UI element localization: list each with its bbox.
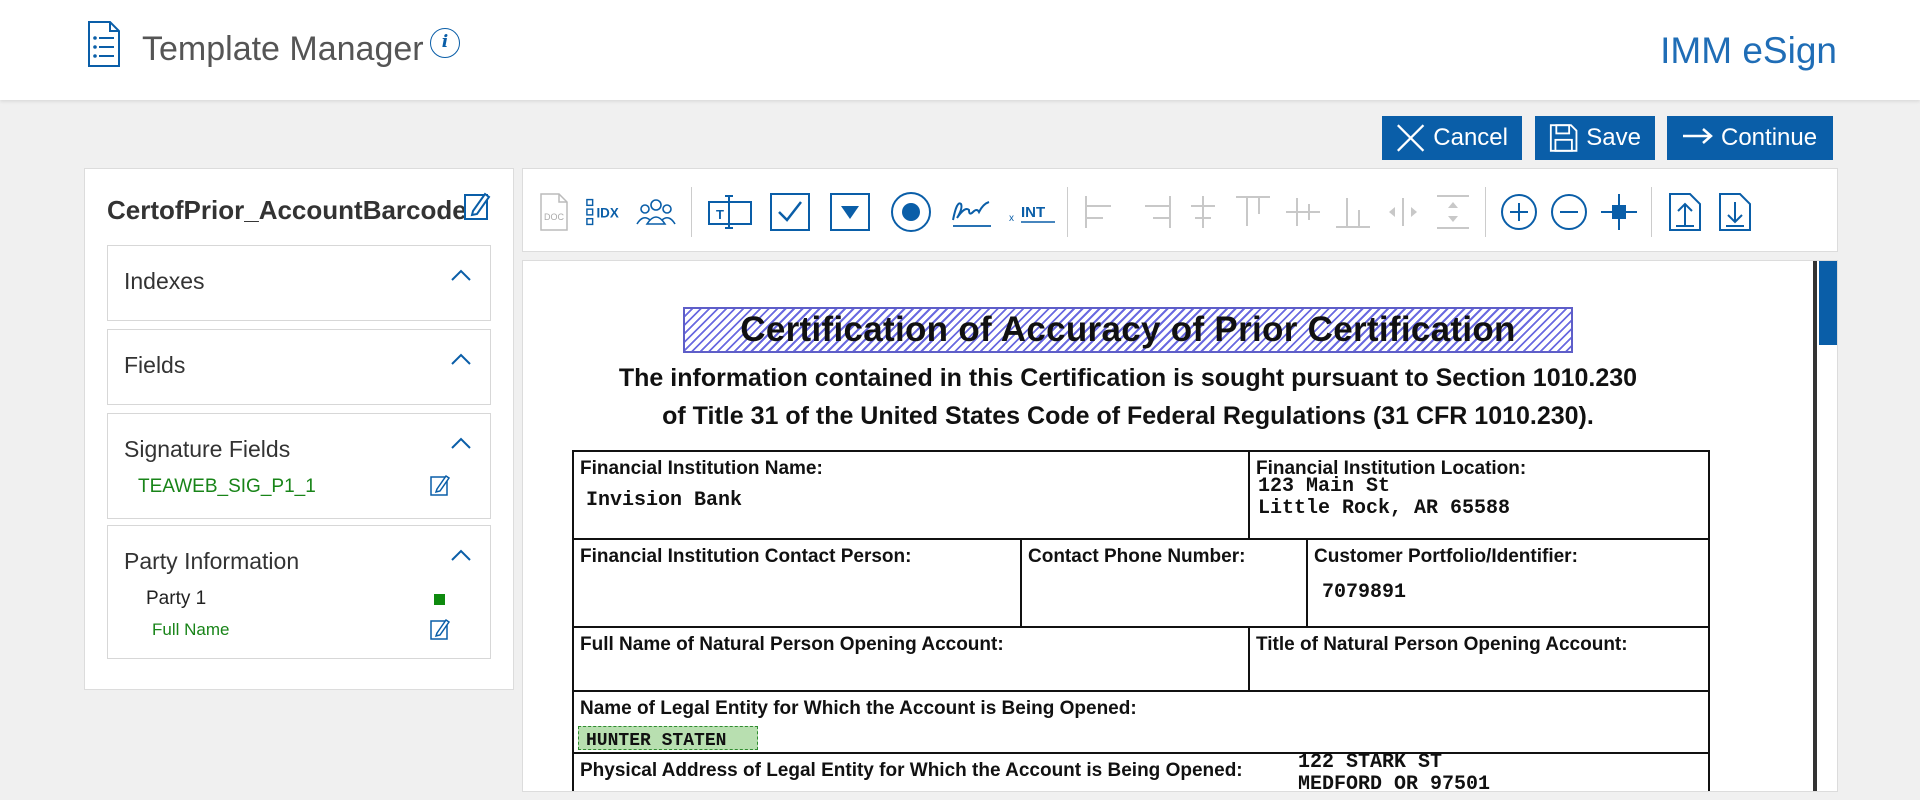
brand-logo: IMM eSign (1660, 30, 1837, 71)
address-value2: MEDFORD OR 97501 (1298, 773, 1491, 792)
save-icon (1549, 122, 1578, 154)
toolbar-divider (1485, 187, 1486, 237)
save-button[interactable] (1535, 116, 1655, 160)
fi-location-cell (1250, 452, 1710, 540)
form-subtitle (563, 359, 1693, 435)
upload-icon[interactable] (1663, 189, 1707, 235)
legal-entity-label: Name of Legal Entity for Which the Account is Being Opened: (580, 698, 1137, 719)
edit-name-icon[interactable] (463, 191, 491, 221)
title-label: Title of Natural Person Opening Account: (1256, 634, 1628, 655)
chevron-up-icon[interactable] (450, 352, 472, 366)
align-left-icon[interactable] (1081, 189, 1125, 235)
parties-icon[interactable] (635, 189, 677, 235)
legal-entity-value: HUNTER STATEN (586, 731, 727, 751)
initials-icon-prefix: x (1009, 213, 1014, 224)
idx-icon-label: IDX (596, 205, 619, 221)
app-header (0, 0, 1920, 100)
document-canvas[interactable] (522, 260, 1838, 792)
full-name-label: Full Name of Natural Person Opening Account: (580, 634, 1004, 655)
chevron-up-icon[interactable] (450, 436, 472, 450)
idx-icon[interactable] (585, 189, 627, 235)
radio-icon[interactable] (889, 189, 933, 235)
fields-section-title: Fields (124, 352, 186, 378)
checkbox-icon[interactable] (769, 189, 811, 235)
scrollbar-track (1813, 261, 1817, 791)
doc-icon-label: DOC (544, 212, 564, 222)
toolbar-divider (691, 187, 692, 237)
signature-fields-section[interactable] (107, 413, 491, 519)
distribute-v-icon[interactable] (1431, 189, 1475, 235)
fi-name-label: Financial Institution Name: (580, 458, 823, 479)
fi-contact-cell (574, 540, 1022, 628)
form-table (572, 450, 1710, 792)
form-title: Certification of Accuracy of Prior Certification (740, 310, 1516, 349)
fi-location-value2: Little Rock, AR 65588 (1258, 497, 1511, 520)
align-right-icon[interactable] (1131, 189, 1175, 235)
form-subtitle-line2: of Title 31 of the United States Code of Federal Regulations (31 CFR 1010.230). (662, 402, 1594, 430)
portfolio-value: 7079891 (1322, 581, 1407, 604)
initials-icon-label: INT (1021, 204, 1046, 221)
portfolio-cell (1308, 540, 1710, 628)
signature-fields-section-title: Signature Fields (124, 436, 291, 462)
field-toolbar (522, 168, 1838, 252)
align-center-h-icon[interactable] (1181, 189, 1225, 235)
title-cell (1250, 628, 1710, 692)
initials-icon[interactable] (1007, 189, 1057, 235)
cancel-button-label: Cancel (1433, 124, 1508, 151)
signature-field-item[interactable]: TEAWEB_SIG_P1_1 (138, 476, 316, 497)
address-label: Physical Address of Legal Entity for Which the Account is Being Opened: (580, 760, 1243, 781)
fi-name-cell (574, 452, 1250, 540)
doc-icon[interactable] (537, 189, 571, 235)
party-field-item[interactable]: Full Name (152, 620, 230, 639)
portfolio-label: Customer Portfolio/Identifier: (1314, 546, 1578, 567)
info-icon[interactable]: i (430, 28, 460, 58)
edit-icon[interactable] (430, 474, 450, 496)
fi-contact-label: Financial Institution Contact Person: (580, 546, 912, 567)
address-value1: 122 STARK ST (1298, 751, 1443, 774)
close-icon (1396, 122, 1425, 154)
distribute-h-icon[interactable] (1381, 189, 1425, 235)
zoom-out-icon[interactable] (1547, 189, 1591, 235)
list-document-icon (86, 20, 122, 68)
text-field-icon[interactable] (707, 189, 753, 235)
party-name[interactable]: Party 1 (146, 588, 207, 609)
toolbar-divider (1651, 187, 1652, 237)
cancel-button[interactable] (1382, 116, 1522, 160)
scrollbar-thumb[interactable] (1819, 261, 1838, 345)
party-information-section-title: Party Information (124, 548, 300, 574)
phone-cell (1022, 540, 1308, 628)
phone-label: Contact Phone Number: (1028, 546, 1246, 567)
address-cell (574, 751, 1710, 792)
document-scrollbar[interactable] (1811, 261, 1837, 791)
edit-icon[interactable] (430, 618, 450, 640)
page-title: Template Manager (142, 30, 424, 68)
continue-button-label: Continue (1721, 124, 1818, 151)
fi-name-value: Invision Bank (586, 489, 743, 512)
chevron-up-icon[interactable] (450, 268, 472, 282)
fields-section[interactable] (107, 329, 491, 405)
toolbar-divider (1067, 187, 1068, 237)
align-bottom-icon[interactable] (1331, 189, 1375, 235)
arrow-right-icon (1681, 126, 1713, 150)
dropdown-icon[interactable] (829, 189, 871, 235)
text-field-icon-label: T (716, 207, 724, 222)
legal-entity-cell (574, 692, 1710, 754)
party-color-swatch (434, 594, 445, 605)
party-information-section[interactable] (107, 525, 491, 659)
signature-icon[interactable] (949, 189, 995, 235)
download-icon[interactable] (1713, 189, 1757, 235)
align-top-icon[interactable] (1231, 189, 1275, 235)
indexes-section[interactable] (107, 245, 491, 321)
indexes-section-title: Indexes (124, 268, 205, 294)
save-button-label: Save (1586, 124, 1641, 151)
fit-icon[interactable] (1597, 189, 1641, 235)
full-name-cell (574, 628, 1250, 692)
fi-location-value1: 123 Main St (1258, 475, 1391, 498)
zoom-in-icon[interactable] (1497, 189, 1541, 235)
continue-button[interactable] (1667, 116, 1833, 160)
template-sidebar (84, 168, 514, 690)
fi-location-label: Financial Institution Location: (1256, 458, 1527, 479)
form-subtitle-line1: The information contained in this Certification is sought pursuant to Section 1010.230 (618, 364, 1638, 392)
document-name: CertofPrior_AccountBarcode (107, 195, 467, 225)
chevron-up-icon[interactable] (450, 548, 472, 562)
align-middle-icon[interactable] (1281, 189, 1325, 235)
